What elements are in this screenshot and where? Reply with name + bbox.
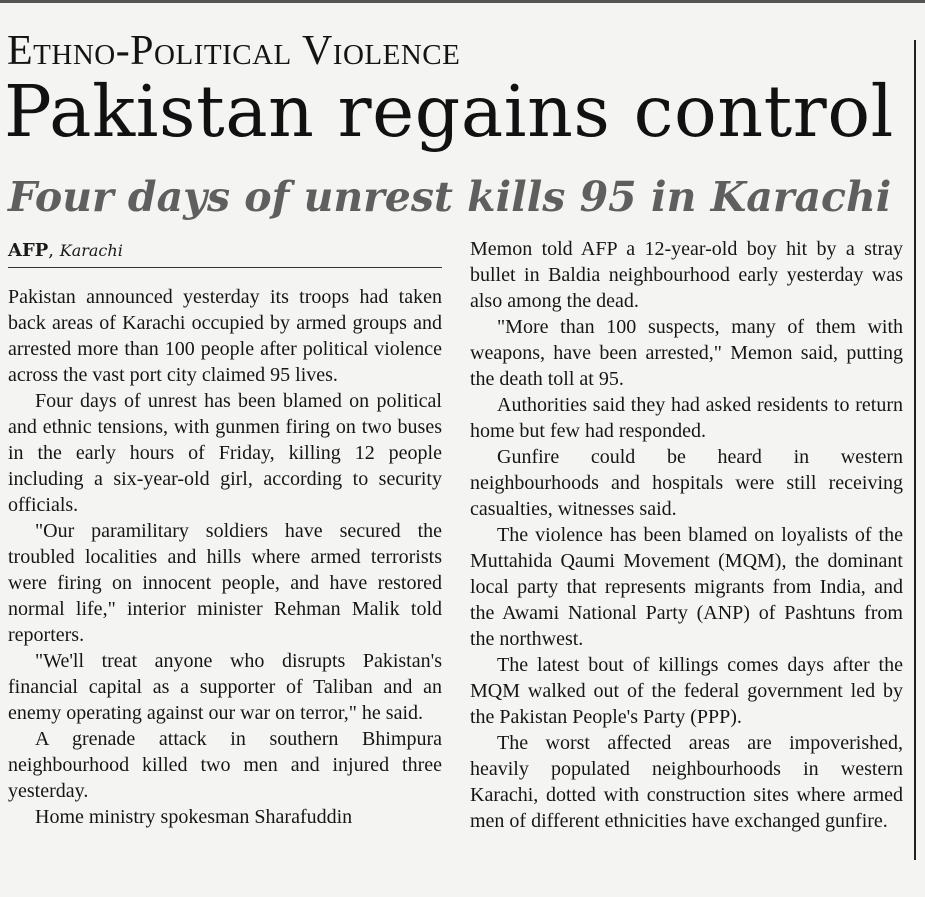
headline: Pakistan regains control [4, 70, 894, 153]
paragraph: Four days of unrest has been blamed on political and ethnic tensions, with gunmen firing on two buses in the early hours of Friday, killing 12 people including a six-year-old girl, according to security officials. [8, 390, 442, 516]
byline-agency: AFP [8, 240, 49, 261]
paragraph: The violence has been blamed on loyalists of the Muttahida Qaumi Movement (MQM), the dominant local party that represents migrants from India, and the Awami National Party (ANP) of Pashtuns from the northwest. [470, 524, 903, 650]
paragraph: Gunfire could be heard in western neighbourhoods and hospitals were still receiving casualties, witnesses said. [470, 446, 903, 520]
paragraph: Authorities said they had asked residents to return home but few had responded. [470, 394, 903, 442]
byline [8, 241, 123, 261]
article-column-right [470, 236, 903, 834]
paragraph: Home ministry spokesman Sharafuddin [35, 806, 353, 828]
subheadline: Four days of unrest kills 95 in Karachi [8, 173, 892, 221]
paragraph: "Our paramilitary soldiers have secured the troubled localities and hills where armed terrorists were firing on innocent people, and have restored normal life," interior minister Rehman Malik told reporters. [8, 520, 442, 646]
column-rule [914, 40, 916, 860]
section-kicker: Ethno-Political Violence [7, 28, 461, 74]
top-rule [0, 0, 925, 3]
paragraph: Pakistan announced yesterday its troops had taken back areas of Karachi occupied by armed groups and arrested more than 100 people after political violence across the vast port city claimed 95 lives. [8, 286, 442, 386]
paragraph-continued: Memon told AFP a 12-year-old boy hit by a stray bullet in Baldia neighbourhood early yesterday was also among the dead. [470, 238, 903, 312]
paragraph: "We'll treat anyone who disrupts Pakistan's financial capital as a supporter of Taliban and an enemy operating against our war on terror," he said. [8, 650, 442, 724]
byline-rule [8, 267, 442, 268]
paragraph: "More than 100 suspects, many of them with weapons, have been arrested," Memon said, putting the death toll at 95. [470, 316, 903, 390]
paragraph: The worst affected areas are impoverished, heavily populated neighbourhoods in western Karachi, dotted with construction sites where armed men of different ethnicities have exchanged gunfire. [470, 732, 903, 832]
paragraph: A grenade attack in southern Bhimpura neighbourhood killed two men and injured three yesterday. [8, 728, 442, 802]
byline-dateline: Karachi [59, 241, 123, 260]
paragraph: The latest bout of killings comes days after the MQM walked out of the federal government led by the Pakistan People's Party (PPP). [470, 654, 903, 728]
article-column-left [8, 284, 442, 830]
byline-separator: , [48, 240, 55, 261]
